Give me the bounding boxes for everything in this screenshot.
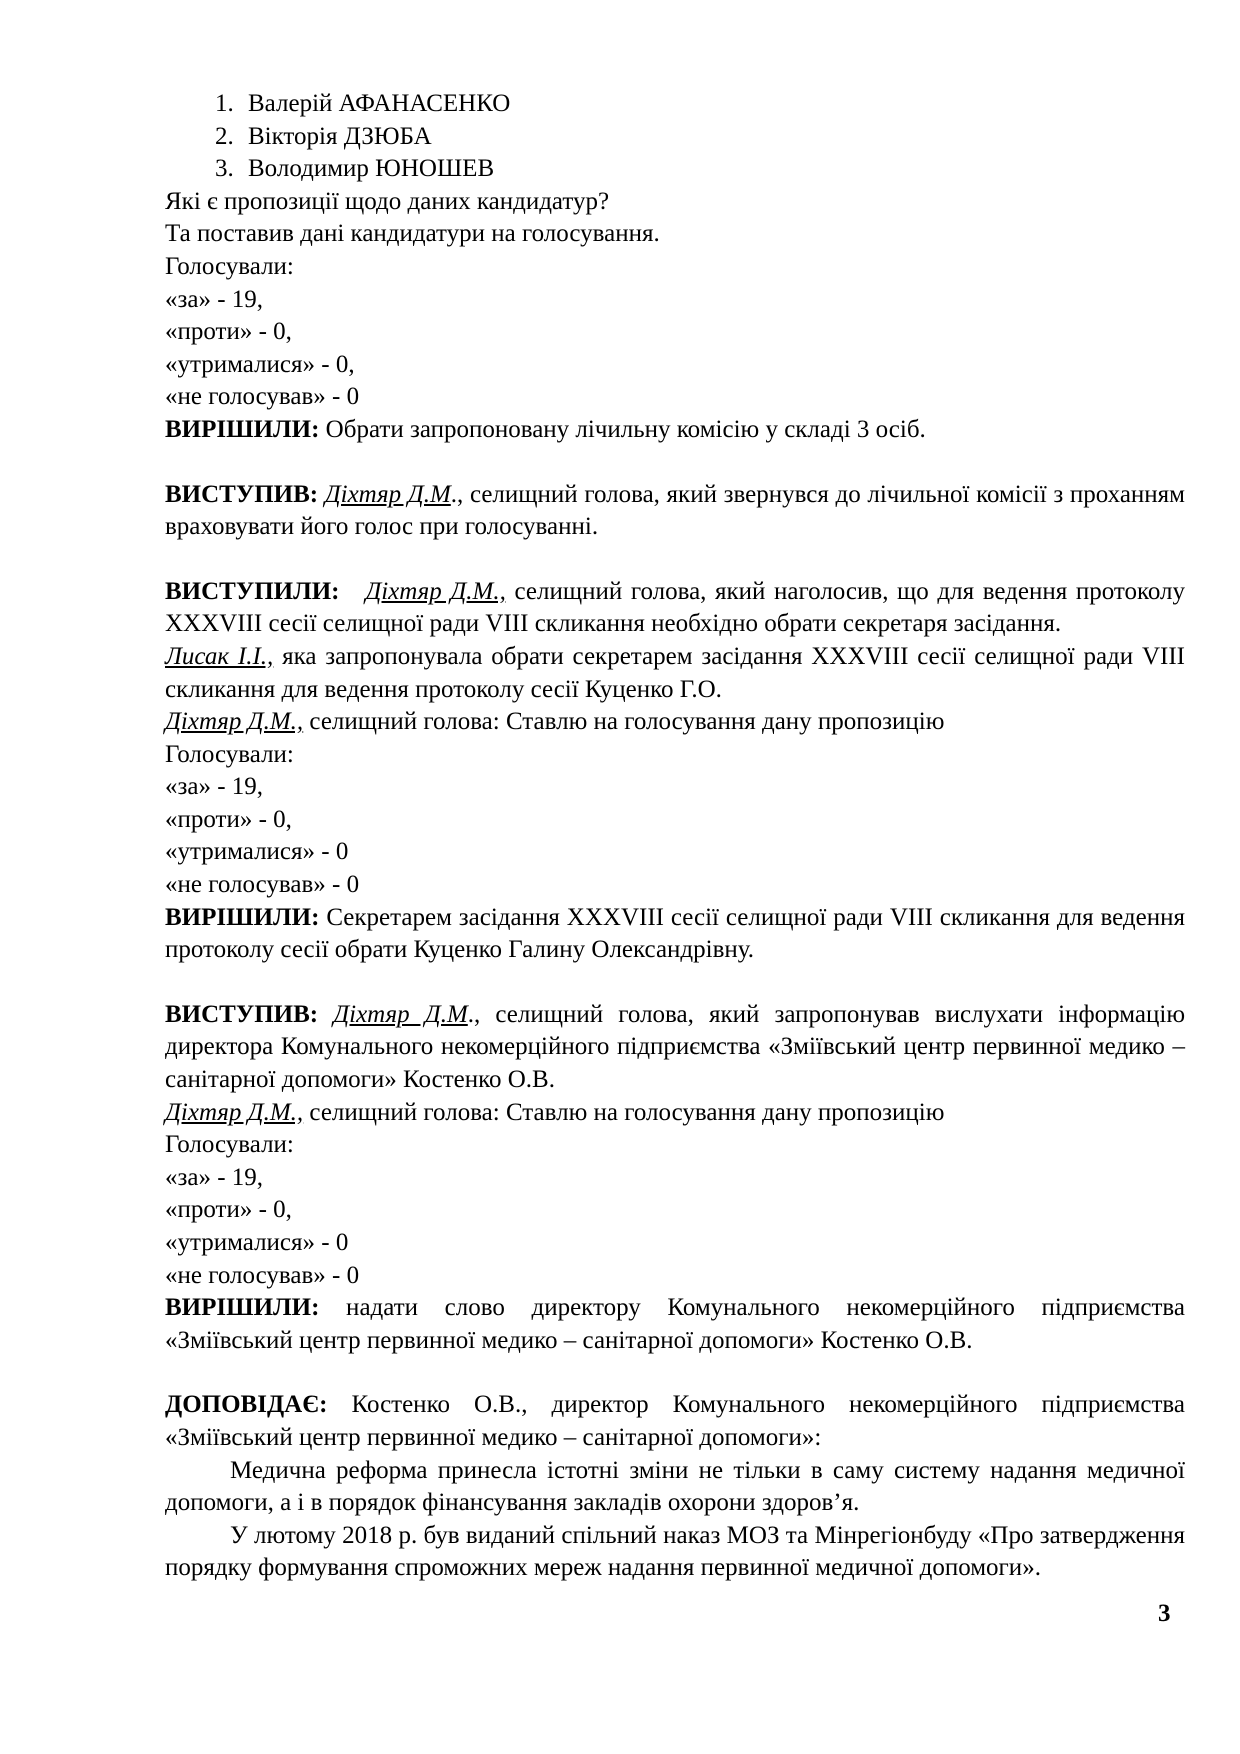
speech-paragraph (165, 641, 1185, 706)
speech-paragraph (165, 479, 1185, 544)
vote-header: Голосували: (165, 252, 294, 280)
list-item: 3. Володимир ЮНОШЕВ (240, 153, 1185, 186)
page-number: 3 (1158, 1600, 1171, 1627)
speech-text: селищний голова, який наголосив, що для ведення протоколу XXXVIII сесії селищної ради VIII скликання необхідно обрати секретаря засідання. (165, 577, 1185, 638)
vote-for: «за» - 19, (165, 1163, 264, 1191)
vote-against: «проти» - 0, (165, 318, 292, 346)
speech-label: ВИСТУПИВ: (165, 1000, 319, 1028)
list-item: 1. Валерій АФАНАСЕНКО (240, 88, 1185, 121)
decision-text: Секретарем засідання XXXVIII сесії селищної ради VIII скликання для ведення протоколу сесії обрати Куценко Галину Олександрівну. (165, 903, 1185, 964)
speech-text: ., селищний голова, який запропонував вислухати інформацію директора Комунального некомерційного підприємства «Зміївський центр первинної медико – санітарної допомоги» Костенко О.В. (165, 1000, 1186, 1094)
report-text: Костенко О.В., директор Комунального некомерційного підприємства «Зміївський центр первинної медико – санітарної допомоги»: (165, 1391, 1185, 1451)
decision-text: Обрати запропоновану лічильну комісію у складі 3 осіб. (319, 415, 926, 443)
speech-paragraph (165, 576, 1185, 641)
candidates-list (165, 88, 1185, 186)
document-page (165, 88, 1185, 1585)
speech-label: ВИСТУПИЛИ: (165, 577, 340, 605)
vote-not-voted: «не голосував» - 0 (165, 383, 360, 411)
speaker-name: Діхтяр Д.М., (165, 708, 304, 736)
vote-abstain: «утрималися» - 0 (165, 1229, 349, 1256)
speech-text: селищний голова: Ставлю на голосування дану пропозицію (303, 708, 945, 736)
vote-header: Голосували: (165, 740, 294, 768)
vote-header: Голосували: (165, 1131, 294, 1159)
vote-call-line: Та поставив дані кандидатури на голосування. (165, 220, 660, 248)
decision-label: ВИРІШИЛИ: (165, 903, 320, 931)
speech-label: ВИСТУПИВ: (165, 480, 319, 508)
report-paragraph (165, 1389, 1185, 1454)
speech-text: селищний голова: Ставлю на голосування дану пропозицію (303, 1098, 945, 1126)
decision-text: надати слово директору Комунального некомерційного підприємства «Зміївський центр первинної медико – санітарної допомоги» Костенко О.В. (165, 1294, 1185, 1354)
decision-paragraph (165, 414, 1185, 447)
decision-paragraph (165, 1292, 1185, 1357)
vote-abstain: «утрималися» - 0, (165, 350, 355, 378)
speaker-name: Діхтяр Д.М (324, 480, 451, 508)
speech-text: яка запропонувала обрати секретарем засідання XXXVIII сесії селищної ради VIII скликання для ведення протоколу сесії Куценко Г.О. (165, 642, 1185, 703)
speaker-name: Діхтяр Д.М (333, 1000, 468, 1028)
vote-not-voted: «не голосував» - 0 (165, 1261, 360, 1289)
speech-paragraph (165, 999, 1185, 1097)
speaker-name: Діхтяр Д.М., (165, 1098, 304, 1126)
speech-paragraph (165, 1097, 1185, 1130)
body-paragraph: Медична реформа принесла істотні зміни не тільки в саму систему надання медичної допомоги, а і в порядок фінансування закладів охорони здоров’я. (165, 1456, 1185, 1517)
speech-paragraph (165, 706, 1185, 739)
decision-paragraph (165, 902, 1185, 967)
speech-text: ., селищний голова, який звернувся до лічильної комісії з проханням враховувати його голос при голосуванні. (165, 480, 1185, 541)
vote-against: «проти» - 0, (165, 1196, 292, 1224)
vote-not-voted: «не голосував» - 0 (165, 871, 360, 899)
question-line: Які є пропозиції щодо даних кандидатур? (165, 187, 610, 215)
body-paragraph: У лютому 2018 р. був виданий спільний наказ МОЗ та Мінрегіонбуду «Про затвердження порядку формування спроможних мереж надання первинної медичної допомоги». (165, 1521, 1185, 1582)
speaker-name: Діхтяр Д.М., (365, 577, 506, 605)
decision-label: ВИРІШИЛИ: (165, 1294, 320, 1322)
decision-label: ВИРІШИЛИ: (165, 415, 320, 443)
vote-for: «за» - 19, (165, 773, 264, 801)
list-item: 2. Вікторія ДЗЮБА (240, 121, 1185, 154)
speaker-name: Лисак І.І., (165, 642, 274, 670)
vote-against: «проти» - 0, (165, 805, 292, 833)
vote-for: «за» - 19, (165, 285, 264, 313)
vote-abstain: «утрималися» - 0 (165, 838, 349, 866)
report-label: ДОПОВІДАЄ: (165, 1391, 328, 1419)
